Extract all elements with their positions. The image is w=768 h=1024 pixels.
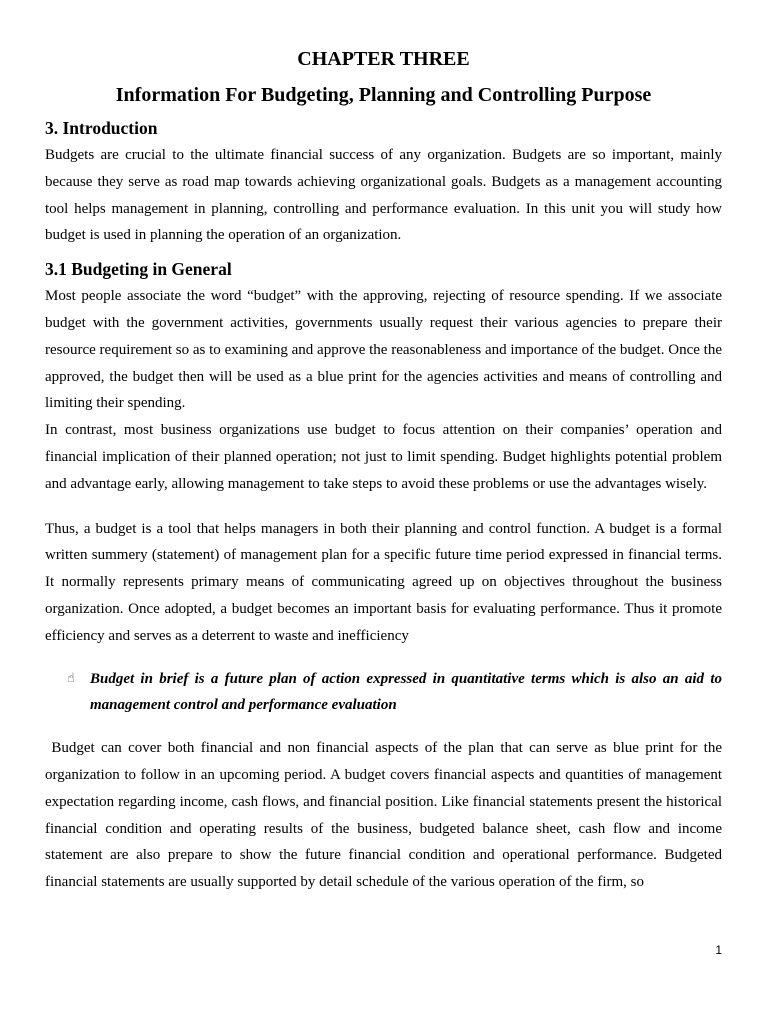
section-heading-budgeting-in-general: 3.1 Budgeting in General — [45, 259, 232, 280]
chapter-subtitle: Information For Budgeting, Planning and Controlling Purpose — [115, 84, 652, 106]
budgeting-paragraph-2: In contrast, most business organizations use budget to focus attention on their companies’ operation and financial implication of their planned operation; not just to limit spending. Budget highlights potential problem and advantage early, allowing management to take steps to avoid these problems or use the advantages wisely. — [45, 422, 722, 492]
definition-bullet-text: Budget in brief is a future plan of action expressed in quantitative terms which is also an aid to management control and performance evaluation — [90, 670, 722, 714]
budgeting-paragraph-3: Thus, a budget is a tool that helps managers in both their planning and control function. A budget is a formal written summery (statement) of management plan for a specific future time period expressed in financial terms. It normally represents primary means of communicating agreed up on objectives throughout the business organization. Once adopted, a budget becomes an important basis for evaluating performance. Thus it promote efficiency and serves as a deterrent to waste and inefficiency — [45, 520, 722, 644]
section-heading-introduction: 3. Introduction — [45, 118, 158, 138]
page-number: 1 — [715, 943, 722, 957]
pointing-hand-icon: ☝ — [67, 670, 75, 686]
chapter-title: CHAPTER THREE — [297, 48, 470, 70]
introduction-paragraph: Budgets are crucial to the ultimate financial success of any organization. Budgets are so important, mainly because they serve as road map towards achieving organizational goals. Budgets as a management accounting tool helps management in planning, controlling and performance evaluation. In this unit you will study how budget is used in planning the operation of an organization. — [45, 147, 722, 244]
budgeting-paragraph-1: Most people associate the word “budget” with the approving, rejecting of resource spending. If we associate budget with the government activities, governments usually request their various agencies to prepare their resource requirement so as to examining and approve the reasonableness and importance of the budget. Once the approved, the budget then will be used as a blue print for the agencies activities and means of controlling and limiting their spending. — [45, 288, 722, 412]
document-page — [45, 40, 722, 896]
definition-bullet — [67, 666, 722, 720]
budgeting-paragraph-4: Budget can cover both financial and non financial aspects of the plan that can serve as blue print for the organization to follow in an upcoming period. A budget covers financial aspects and quantities of management expectation regarding income, cash flows, and financial position. Like financial statements present the historical financial condition and operating results of the business, budgeted balance sheet, cash flow and income statement are also prepare to show the future financial condition and operational performance. Budgeted financial statements are usually supported by detail schedule of the various operation of the firm, so — [45, 740, 722, 891]
paragraph-spacer — [45, 498, 722, 516]
